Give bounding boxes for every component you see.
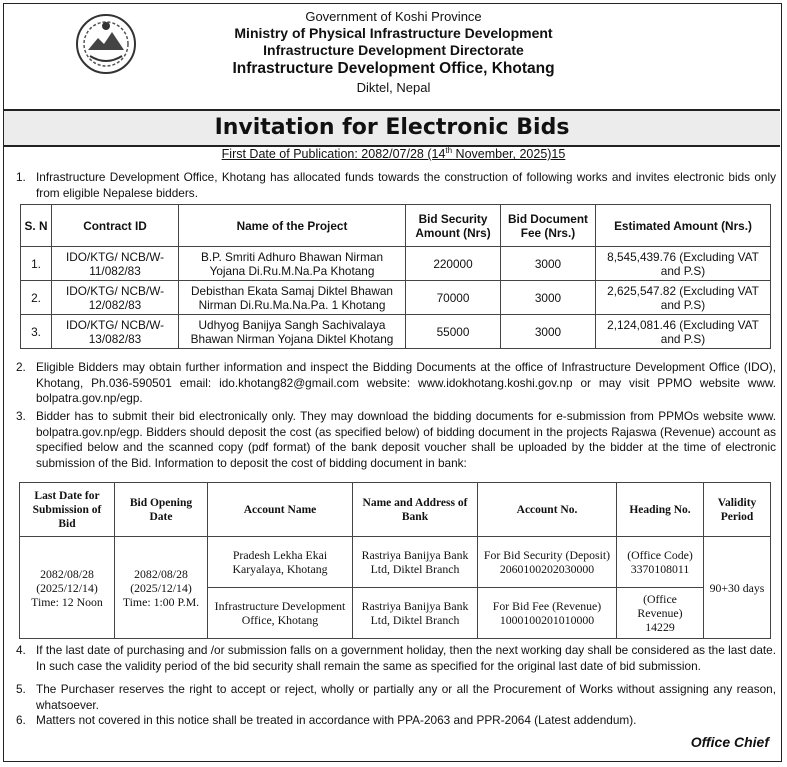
row-document-fee: 3000 [501, 281, 596, 315]
row-project-name: Debisthan Ekata Samaj Diktel Bhawan Nirman Di.Ru.Ma.Na.Pa. 1 Khotang [179, 281, 406, 315]
header-sn: S. N [21, 205, 52, 247]
account-name: Infrastructure Development Office, Khotang [208, 588, 353, 639]
notice-title: Invitation for Electronic Bids [4, 109, 780, 147]
ministry-name: Ministry of Physical Infrastructure Development [234, 25, 553, 41]
table-row [21, 315, 771, 349]
header-last-date: Last Date for Submission of Bid [20, 483, 115, 537]
works-table [20, 204, 771, 349]
heading-number-cell: (Office Code) 3370108011 [617, 537, 704, 588]
office-header [0, 8, 787, 98]
row-bid-security: 55000 [406, 315, 501, 349]
last-submission-date: 2082/08/28 (2025/12/14) Time: 12 Noon [20, 537, 115, 639]
header-contract-id: Contract ID [52, 205, 179, 247]
row-contract-id: IDO/KTG/ NCB/W-13/082/83 [52, 315, 179, 349]
bank-deposit-table [19, 482, 771, 639]
table-row [21, 247, 771, 281]
directorate-name: Infrastructure Development Directorate [263, 42, 524, 58]
bid-opening-date: 2082/08/28 (2025/12/14) Time: 1:00 P.M. [115, 537, 208, 639]
row-sn: 2. [21, 281, 52, 315]
table-row [21, 281, 771, 315]
header-bank: Name and Address of Bank [353, 483, 478, 537]
validity-period: 90+30 days [704, 537, 771, 639]
row-sn: 1. [21, 247, 52, 281]
row-document-fee: 3000 [501, 247, 596, 281]
clause-1: 1. Infrastructure Development Office, Khotang has allocated funds towards the construction of following works and invites electronic bids only from eligible Nepalese bidders. [16, 170, 776, 200]
bank-name: Rastriya Banijya Bank Ltd, Diktel Branch [353, 537, 478, 588]
account-number-cell: For Bid Security (Deposit) 2060100202030000 [478, 537, 617, 588]
header-project-name: Name of the Project [179, 205, 406, 247]
header-document-fee: Bid Document Fee (Nrs.) [501, 205, 596, 247]
signature-office-chief: Office Chief [690, 734, 769, 750]
header-validity: Validity Period [704, 483, 771, 537]
row-document-fee: 3000 [501, 315, 596, 349]
office-address: Diktel, Nepal [356, 80, 431, 95]
header-account-name: Account Name [208, 483, 353, 537]
government-name: Government of Koshi Province [305, 9, 482, 24]
header-heading-no: Heading No. [617, 483, 704, 537]
header-opening-date: Bid Opening Date [115, 483, 208, 537]
account-name: Pradesh Lekha Ekai Karyalaya, Khotang [208, 537, 353, 588]
row-bid-security: 220000 [406, 247, 501, 281]
header-estimated-amount: Estimated Amount (Nrs.) [596, 205, 771, 247]
clause-5: 5. The Purchaser reserves the right to accept or reject, wholly or partially any or all the Procurement of Works without assigning any reason, whatsoever. [16, 682, 776, 712]
row-contract-id: IDO/KTG/ NCB/W-12/082/83 [52, 281, 179, 315]
clause-2: 2. Eligible Bidders may obtain further information and inspect the Bidding Documents at the office of Infrastructure Development Office (IDO), Khotang, Ph.036-590501 email: ido.khotang82@gmail.com website: www.idokhotang.koshi.gov.np or may visit PPMO website www. bolpatra.gov.np/egp. [16, 360, 776, 405]
clause-3: 3. Bidder has to submit their bid electronically only. They may download the bidding documents for e-submission from PPMOs website www. bolpatra.gov.np/egp. Bidders should deposit the cost (as specified below) of bidding document in the projects Rajaswa (Revenue) account as specified below and the scanned copy (pdf format) of the bank deposit voucher shall be uploaded by the bidder at the time of electronic submission of the Bid. Information to deposit the cost of bidding document in bank: [16, 409, 776, 470]
header-account-no: Account No. [478, 483, 617, 537]
row-project-name: B.P. Smriti Adhuro Bhawan Nirman Yojana Di.Ru.M.Na.Pa Khotang [179, 247, 406, 281]
row-sn: 3. [21, 315, 52, 349]
account-number-cell: For Bid Fee (Revenue) 1000100201010000 [478, 588, 617, 639]
heading-number-cell: (Office Revenue) 14229 [617, 588, 704, 639]
header-bid-security: Bid Security Amount (Nrs) [406, 205, 501, 247]
publication-date: First Date of Publication: 2082/07/28 (14th November, 2025)15 [221, 146, 566, 162]
row-estimated-amount: 8,545,439.76 (Excluding VAT and P.S) [596, 247, 771, 281]
table-header-row [20, 483, 771, 537]
bank-name: Rastriya Banijya Bank Ltd, Diktel Branch [353, 588, 478, 639]
table-header-row [21, 205, 771, 247]
clause-4: 4. If the last date of purchasing and /or submission falls on a government holiday, then the next working day shall be considered as the last date. In such case the validity period of the bid security shall remain the same as specified for the original last date of bid submission. [16, 643, 776, 673]
clause-6: 6. Matters not covered in this notice shall be treated in accordance with PPA-2063 and PPR-2064 (Latest addendum). [16, 713, 637, 727]
office-name: Infrastructure Development Office, Khotang [232, 60, 555, 77]
row-contract-id: IDO/KTG/ NCB/W-11/082/83 [52, 247, 179, 281]
row-estimated-amount: 2,625,547.82 (Excluding VAT and P.S) [596, 281, 771, 315]
row-project-name: Udhyog Banijya Sangh Sachivalaya Bhawan Nirman Yojana Diktel Khotang [179, 315, 406, 349]
row-estimated-amount: 2,124,081.46 (Excluding VAT and P.S) [596, 315, 771, 349]
row-bid-security: 70000 [406, 281, 501, 315]
table-row [20, 537, 771, 588]
